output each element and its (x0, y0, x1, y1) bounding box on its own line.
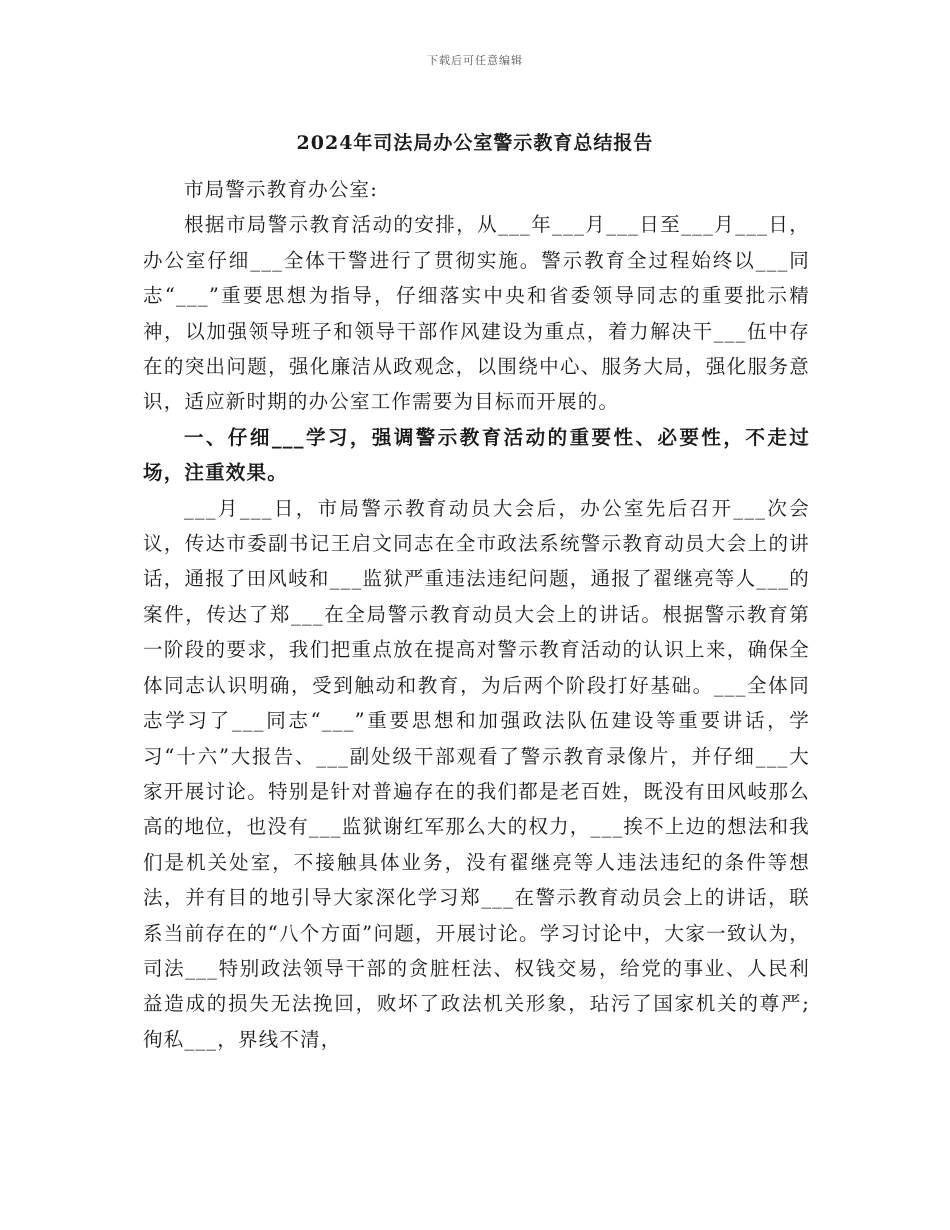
page-header: 下载后可任意编辑 (427, 54, 523, 67)
paragraph-intro: 根据市局警示教育活动的安排，从___年___月___日至___月___日，办公室仔细___全体干警进行了贯彻实施。警示教育全过程始终以___同志“___”重要思想为指导，仔细落实中央和省委领导同志的重要批示精神，以加强领导班子和领导干部作风建设为重点，着力解决干___伍中存在的突出问题，强化廉洁从政观念，以围绕中心、服务大局，强化服务意识，适应新时期的办公室工作需要为目标而开展的。 (143, 213, 810, 414)
paragraph-section-1: ___月___日，市局警示教育动员大会后，办公室先后召开___次会议，传达市委副书记王启文同志在全市政法系统警示教育动员大会上的讲话，通报了田风岐和___监狱严重违法违纪问题，通报了翟继亮等人___的案件，传达了郑___在全局警示教育动员大会上的讲话。根据警示教育第一阶段的要求，我们把重点放在提高对警示教育活动的认识上来，确保全体同志认识明确，受到触动和教育，为后两个阶段打好基础。___全体同志学习了___同志“___”重要思想和加强政法队伍建设等重要讲话，学习“十六”大报告、___副处级干部观看了警示教育录像片，并仔细___大家开展讨论。特别是针对普遍存在的我们都是老百姓，既没有田风岐那么高的地位，也没有___监狱谢红军那么大的权力，___挨不上边的想法和我们是机关处室，不接触具体业务，没有翟继亮等人违法违纪的条件等想法，并有目的地引导大家深化学习郑___在警示教育动员会上的讲话，联系当前存在的“八个方面”问题，开展讨论。学习讨论中，大家一致认为，司法___特别政法领导干部的贪脏枉法、权钱交易，给党的事业、人民利益造成的损失无法挽回，败坏了政法机关形象，玷污了国家机关的尊严;徇私___，界线不清， (143, 496, 810, 1051)
section-heading-1: 一、仔细___学习，强调警示教育活动的重要性、必要性，不走过场，注重效果。 (143, 425, 810, 485)
document-body (143, 172, 810, 1057)
salutation: 市局警示教育办公室: (183, 178, 379, 201)
document-title: 2024年司法局办公室警示教育总结报告 (296, 132, 654, 154)
